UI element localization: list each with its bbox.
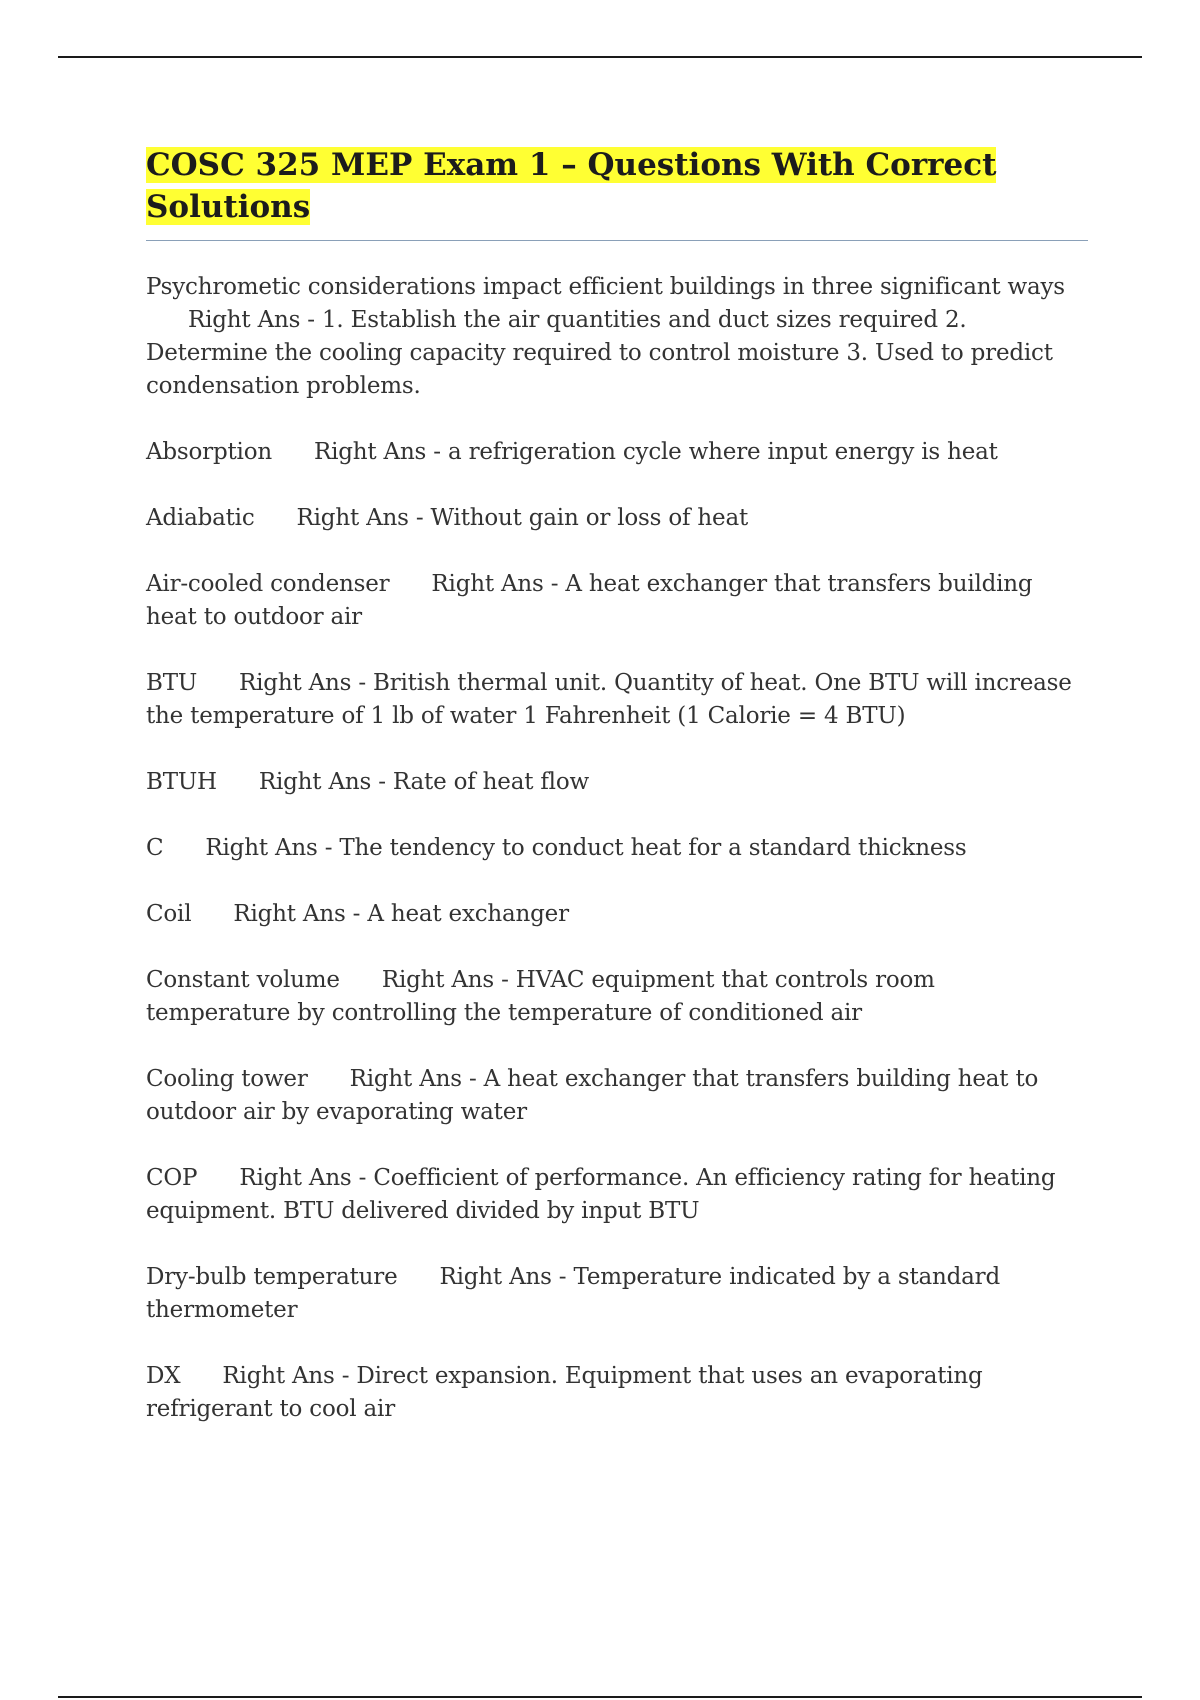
entry-term: BTU: [146, 670, 198, 696]
entry-term: C: [146, 835, 164, 861]
entry-term: Psychrometic considerations impact efficient buildings in three significant ways: [146, 274, 1065, 300]
entry-answer: Right Ans - Direct expansion. Equipment that uses an evaporating refrigerant to cool air: [146, 1363, 983, 1422]
entry-term: BTUH: [146, 769, 217, 795]
entry-answer: Right Ans - Without gain or loss of heat: [296, 505, 749, 531]
qa-entry: [146, 271, 1086, 403]
qa-entry: [146, 964, 1086, 1030]
qa-entry: [146, 667, 1086, 733]
entry-term: Coil: [146, 901, 192, 927]
qa-entry: [146, 436, 1086, 469]
qa-entry: [146, 1360, 1086, 1426]
qa-list: [146, 271, 1086, 1426]
entry-answer: Right Ans - Temperature indicated by a standard thermometer: [146, 1264, 1000, 1323]
entry-answer: Right Ans - a refrigeration cycle where input energy is heat: [313, 439, 998, 465]
entry-term: DX: [146, 1363, 181, 1389]
entry-term: Cooling tower: [146, 1066, 308, 1092]
qa-entry: [146, 502, 1086, 535]
page-content: [146, 144, 1086, 1459]
entry-answer: Right Ans - The tendency to conduct heat for a standard thickness: [205, 835, 967, 861]
entry-term: Absorption: [146, 439, 272, 465]
entry-answer: Right Ans - Rate of heat flow: [258, 769, 589, 795]
entry-answer: Right Ans - British thermal unit. Quantity of heat. One BTU will increase the temperature of 1 lb of water 1 Fahrenheit (1 Calorie = 4 BTU): [146, 670, 1072, 729]
bottom-page-rule: [58, 1696, 1142, 1698]
title-underline: [146, 240, 1088, 241]
qa-entry: [146, 1261, 1086, 1327]
entry-answer: Right Ans - HVAC equipment that controls room temperature by controlling the temperature of conditioned air: [146, 967, 935, 1026]
qa-entry: [146, 1162, 1086, 1228]
entry-answer: Right Ans - Coefficient of performance. An efficiency rating for heating equipment. BTU delivered divided by input BTU: [146, 1165, 1056, 1224]
qa-entry: [146, 766, 1086, 799]
document-title: [146, 144, 1046, 228]
qa-entry: [146, 832, 1086, 865]
entry-term: Adiabatic: [146, 505, 255, 531]
entry-term: Air-cooled condenser: [146, 571, 390, 597]
qa-entry: [146, 898, 1086, 931]
entry-answer: Right Ans - A heat exchanger that transfers building heat to outdoor air: [146, 571, 1033, 630]
top-page-rule: [58, 56, 1142, 58]
entry-term: Dry-bulb temperature: [146, 1264, 398, 1290]
qa-entry: [146, 1063, 1086, 1129]
entry-answer: Right Ans - 1. Establish the air quantities and duct sizes required 2. Determine the cooling capacity required to control moisture 3. Used to predict condensation problems.: [146, 307, 1053, 399]
document-title-text: COSC 325 MEP Exam 1 – Questions With Correct Solutions: [146, 147, 997, 225]
entry-answer: Right Ans - A heat exchanger that transfers building heat to outdoor air by evaporating water: [146, 1066, 1039, 1125]
entry-term: Constant volume: [146, 967, 340, 993]
qa-entry: [146, 568, 1086, 634]
entry-term: COP: [146, 1165, 198, 1191]
entry-answer: Right Ans - A heat exchanger: [233, 901, 569, 927]
